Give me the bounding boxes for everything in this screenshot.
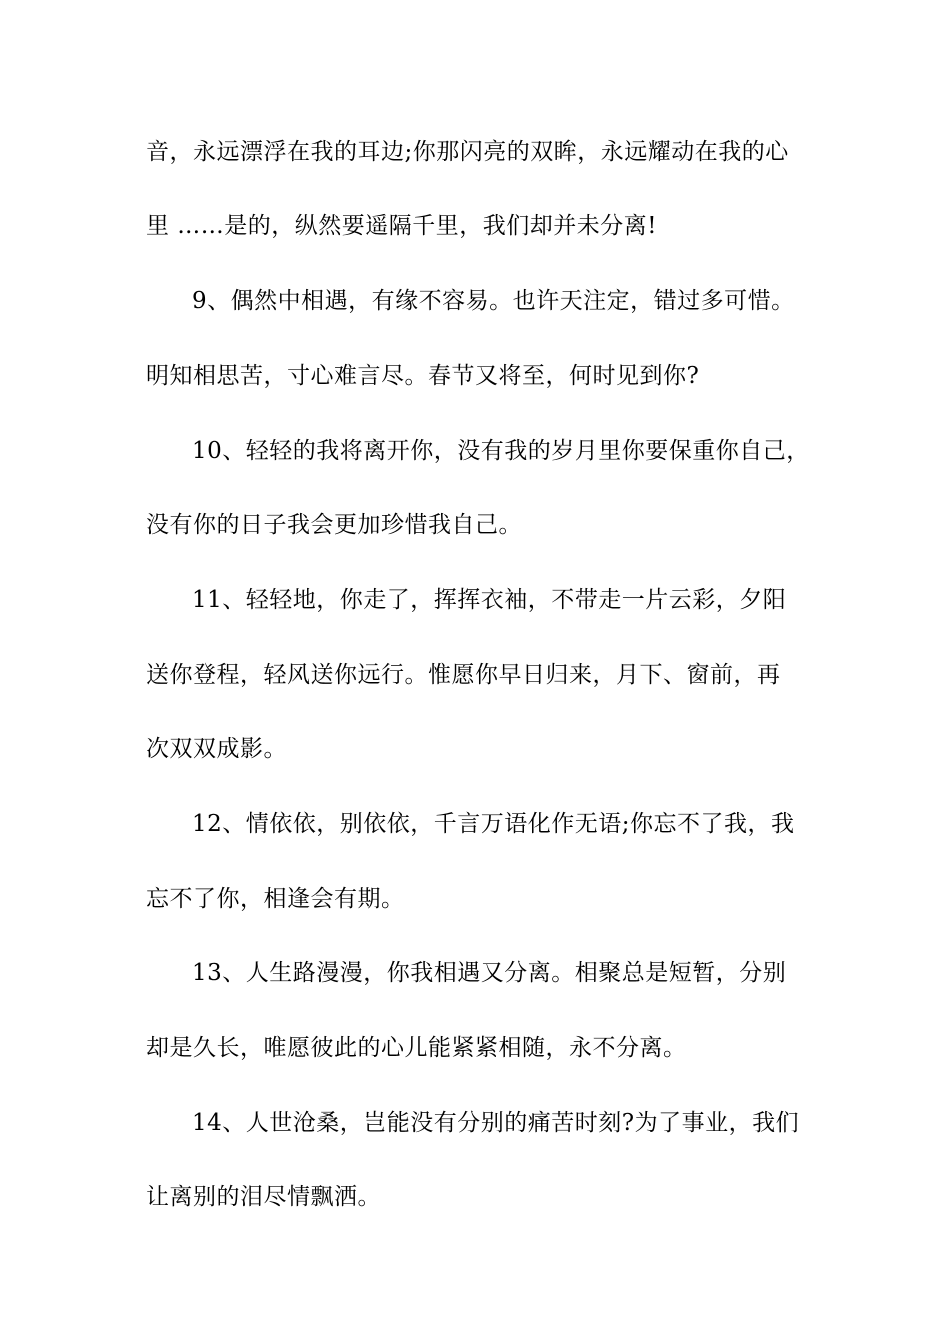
paragraph-9-start: 9、偶然中相遇，有缘不容易。也许天注定，错过多可惜。 (192, 288, 795, 314)
paragraph-13-start: 13、人生路漫漫，你我相遇又分离。相聚总是短暂，分别 (192, 960, 787, 986)
text-line: 音，永远漂浮在我的耳边;你那闪亮的双眸，永远耀动在我的心 (146, 139, 789, 165)
paragraph-14-start: 14、人世沧桑，岂能没有分别的痛苦时刻?为了事业，我们 (192, 1110, 800, 1136)
text-line: 却是久长，唯愿彼此的心儿能紧紧相随，永不分离。 (146, 1035, 687, 1061)
text-line: 没有你的日子我会更加珍惜我自己。 (146, 512, 522, 538)
paragraph-11-start: 11、轻轻地，你走了，挥挥衣袖，不带走一片云彩，夕阳 (192, 587, 787, 613)
paragraph-10-start: 10、轻轻的我将离开你，没有我的岁月里你要保重你自己， (192, 438, 810, 464)
text-line: 次双双成影。 (146, 736, 287, 762)
text-line: 让离别的泪尽情飘洒。 (146, 1184, 381, 1210)
text-line: 忘不了你，相逢会有期。 (146, 886, 405, 912)
text-line: 明知相思苦，寸心难言尽。春节又将至，何时见到你? (146, 363, 700, 389)
text-line: 送你登程，轻风送你远行。惟愿你早日归来，月下、窗前，再 (146, 662, 781, 688)
text-line: 里 ……是的，纵然要遥隔千里，我们却并未分离! (146, 213, 658, 239)
paragraph-12-start: 12、情依依，别依依，千言万语化作无语;你忘不了我，我 (192, 811, 795, 837)
